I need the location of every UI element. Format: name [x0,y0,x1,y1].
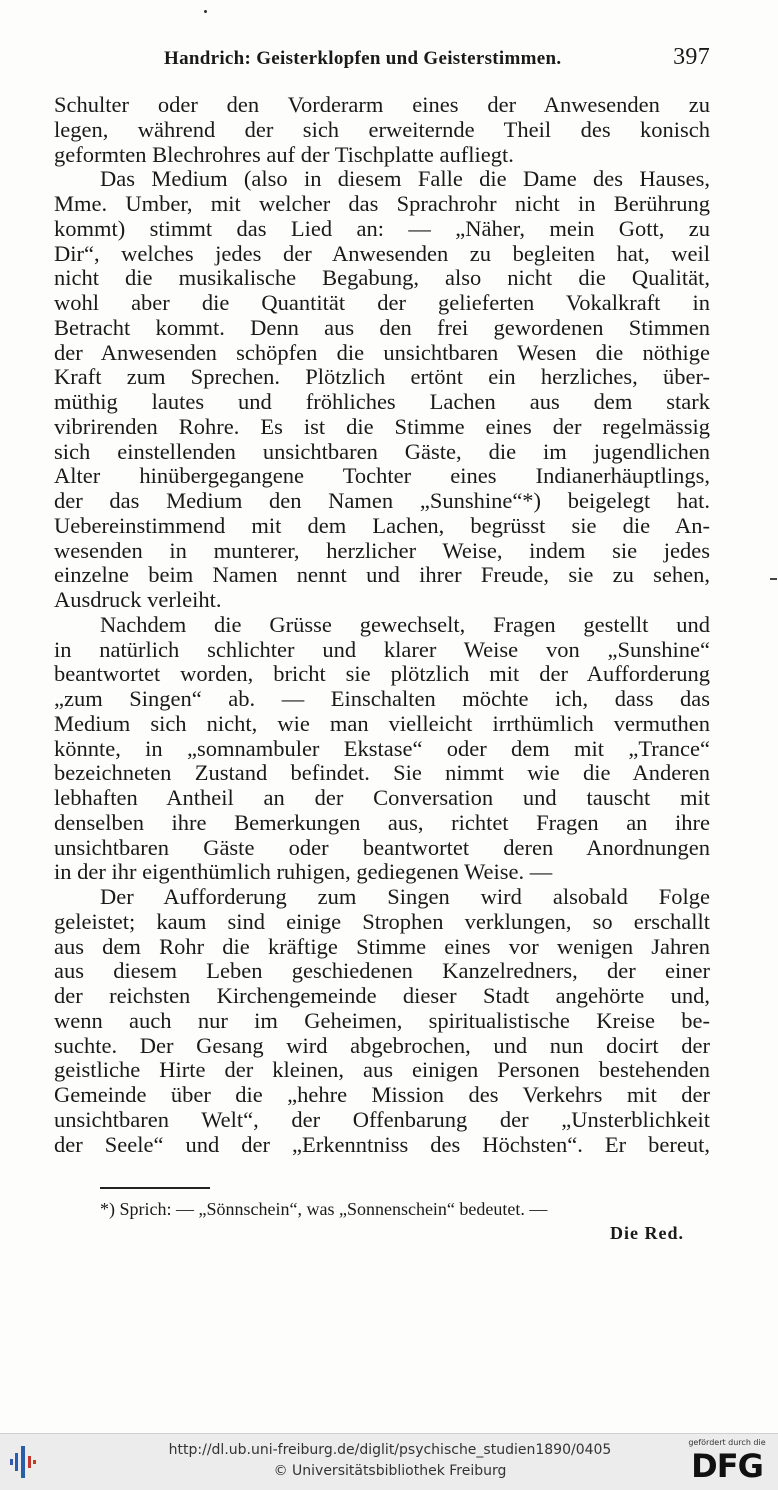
text-line: Gemeinde über die „hehre Mission des Verkehrs mit der [54,1083,710,1107]
text-line: einzelne beim Namen nennt und ihrer Freude, sie zu sehen, [54,563,710,588]
text-line: geleistet; kaum sind einige Strophen verklungen, so erschallt [54,909,710,934]
text-line: kommt) stimmt das Lied an: — „Näher, mein Gott, zu [54,216,710,241]
speck [204,10,207,13]
text-line: unsichtbaren Welt“, der Offenbarung der „Unsterblichkeit [54,1107,710,1132]
text-line: geistliche Hirte der kleinen, aus einigen Personen bestehenden [54,1058,710,1083]
text-line: denselben ihre Bemerkungen aus, richtet Fragen an ihre [54,810,710,835]
text-line: Ausdruck verleiht. [54,588,222,612]
text-line: suchte. Der Gesang wird abgebrochen, und nun docirt der [54,1033,710,1058]
text-line: wenn auch nur im Geheimen, spiritualistische Kreise be- [54,1008,710,1033]
text-line: lebhaften Antheil an der Conversation und tauscht mit [54,786,710,810]
text-line: aus diesem Leben geschiedenen Kanzelredners, der einer [54,959,710,984]
text-line: bezeichneten Zustand befindet. Sie nimmt wie die Anderen [54,761,710,786]
text-line: Uebereinstimmend mit dem Lachen, begrüsst sie die An- [54,513,710,538]
text-line: Dir“, welches jedes der Anwesenden zu begleiten hat, weil [54,241,710,266]
text-line: Alter hinübergegangene Tochter eines Indianerhäuptlings, [54,464,710,489]
page-number: 397 [673,44,710,70]
text-line: in der ihr eigenthümlich ruhigen, gediegenen Weise. — [54,860,553,885]
footnote [100,1197,700,1245]
permalink-link[interactable]: http://dl.ub.uni-freiburg.de/diglit/psychische_studien1890/0405 [168,1442,612,1458]
text-line: wohl aber die Quantität der gelieferten Vokalkraft in [54,291,710,315]
text-line: der Anwesenden schöpfen die unsichtbaren Wesen die nöthige [54,340,710,365]
text-line: sich einstellenden unsichtbaren Gäste, die im jugendlichen [54,439,710,464]
copyright-notice: © Universitätsbibliothek Freiburg [273,1463,507,1479]
body-text [54,93,710,1157]
text-line: Betracht kommt. Denn aus den frei gewordenen Stimmen [54,315,710,340]
footnote-signature: Die Red. [610,1223,684,1243]
dfg-caption: gefördert durch die [688,1438,766,1447]
text-line: Das Medium (also in diesem Falle die Dame des Hauses, [100,167,710,192]
text-line: könnte, in „somnambuler Ekstase“ oder dem mit „Trance“ [54,736,710,761]
text-line: geformten Blechrohres auf der Tischplatte aufliegt. [54,142,514,167]
text-line: vibrirenden Rohre. Es ist die Stimme eines der regelmässig [54,414,710,439]
text-line: legen, während der sich erweiternde Theil des konisch [54,117,710,142]
dfg-funding-logo [682,1438,772,1486]
text-line: wesenden in munterer, herzlicher Weise, indem sie jedes [54,538,710,563]
text-line: Mme. Umber, mit welcher das Sprachrohr nicht in Berührung [54,192,710,216]
text-line: Nachdem die Grüsse gewechselt, Fragen gestellt und [100,612,710,637]
text-line: nicht die musikalische Begabung, also nicht die Qualität, [54,266,710,291]
text-line: in natürlich schlichter und klarer Weise von „Sunshine“ [54,637,710,662]
text-line: „zum Singen“ ab. — Einschalten möchte ich, dass das [54,687,710,711]
text-line: Medium sich nicht, wie man vielleicht irrthümlich vermuthen [54,711,710,736]
text-line: der reichsten Kirchengemeinde dieser Stadt angehörte und, [54,984,710,1008]
text-line: beantwortet worden, bricht sie plötzlich mit der Aufforderung [54,662,710,687]
text-line: Der Aufforderung zum Singen wird alsobald Folge [100,885,710,909]
dfg-logo-icon: DFG [691,1447,763,1485]
text-line: Kraft zum Sprechen. Plötzlich ertönt ein herzliches, über- [54,365,710,390]
text-line: der das Medium den Namen „Sunshine“*) beigelegt hat. [54,489,710,513]
viewer-footer [0,1433,778,1490]
text-line: Schulter oder den Vorderarm eines der Anwesenden zu [54,93,710,117]
text-line: der Seele“ und der „Erkenntniss des Höchsten“. Er bereut, [54,1132,710,1157]
footnote-rule [100,1187,210,1189]
library-logo-icon [10,1444,40,1480]
footnote-text: *) Sprich: — „Sönnschein“, was „Sonnenschein“ bedeutet. — [100,1199,548,1219]
text-line: aus dem Rohr die kräftige Stimme eines vor wenigen Jahren [54,934,710,959]
text-line: unsichtbaren Gäste oder beantwortet deren Anordnungen [54,835,710,860]
running-head [140,44,710,74]
running-title: Handrich: Geisterklopfen und Geisterstimmen. [164,48,562,69]
margin-mark [770,578,777,580]
text-line: müthig lautes und fröhliches Lachen aus dem stark [54,390,710,414]
